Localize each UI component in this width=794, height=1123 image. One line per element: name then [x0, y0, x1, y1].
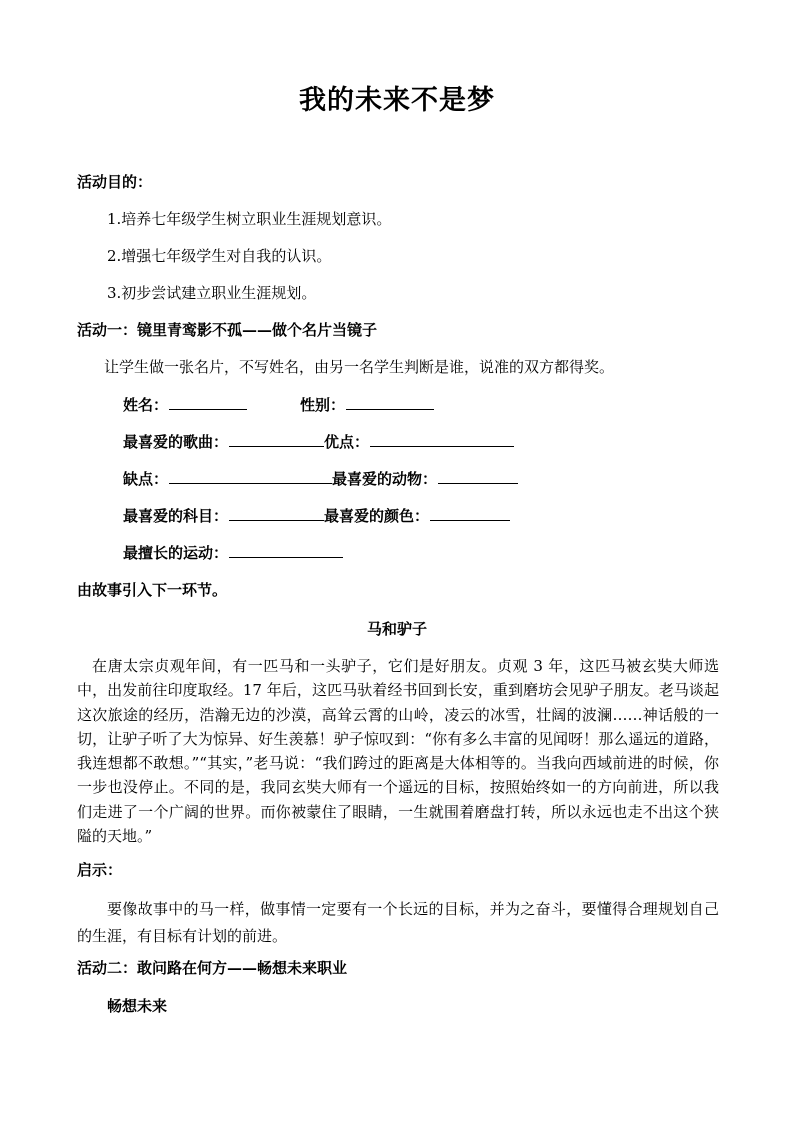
weakness-blank — [169, 469, 332, 484]
story-title: 马和驴子 — [366, 620, 427, 638]
name-label: 姓名： — [123, 396, 169, 414]
purpose-item-3: 3.初步尝试建立职业生涯规划。 — [107, 284, 317, 302]
sport-label: 最擅长的运动： — [123, 544, 229, 562]
name-blank — [169, 395, 247, 410]
card-row-song — [123, 432, 514, 452]
sport-blank — [229, 543, 343, 558]
story-text: 在唐太宗贞观年间，有一匹马和一头驴子，它们是好朋友。贞观 3 年，这匹马被玄奘大师选中，出发前往印度取经。17 年后，这匹马驮着经书回到长安，重到磨坊会见驴子朋友。老马谈起这次旅途的经历，浩瀚无边的沙漠，高耸云霄的山岭，凌云的冰雪，壮阔的波澜……神话般的一切，让驴子听了大为惊异、好生羡慕！驴子惊叹到：“你有多么丰富的见闻呀！那么遥远的道路，我连想都不敢想。”“其实，”老马说：“我们跨过的距离是大体相等的。当我向西域前进的时候，你一步也没停止。不同的是，我同玄奘大师有一个遥远的目标，按照始终如一的方向前进，所以我们走进了一个广阔的世界。而你被蒙住了眼睛，一生就围着磨盘打转，所以永远也走不出这个狭隘的天地。” — [77, 657, 719, 846]
gender-blank — [346, 395, 434, 410]
strength-blank — [370, 432, 514, 447]
animal-blank — [438, 469, 518, 484]
color-label: 最喜爱的颜色： — [324, 507, 430, 525]
animal-label: 最喜爱的动物： — [332, 470, 438, 488]
card-row-sport — [123, 543, 343, 563]
card-row-subject — [123, 506, 510, 526]
weakness-label: 缺点： — [123, 470, 169, 488]
card-row-weakness — [123, 469, 518, 489]
activity2-heading: 活动二：敢问路在何方——畅想未来职业 — [77, 959, 348, 977]
song-label: 最喜爱的歌曲： — [123, 433, 229, 451]
song-blank — [229, 432, 324, 447]
transition-text: 由故事引入下一环节。 — [77, 581, 228, 599]
insight-heading: 启示： — [77, 861, 123, 879]
purpose-item-1: 1.培养七年级学生树立职业生涯规划意识。 — [107, 210, 392, 228]
card-row-gender — [300, 395, 434, 415]
purpose-item-2: 2.增强七年级学生对自我的认识。 — [107, 247, 332, 265]
strength-label: 优点： — [324, 433, 370, 451]
color-blank — [430, 506, 510, 521]
subject-blank — [229, 506, 324, 521]
purpose-heading: 活动目的： — [77, 173, 153, 191]
activity2-subheading: 畅想未来 — [107, 997, 168, 1015]
insight-text: 要像故事中的马一样，做事情一定要有一个长远的目标，并为之奋斗，要懂得合理规划自己的生涯，有目标有计划的前进。 — [77, 900, 719, 945]
gender-label: 性别： — [300, 396, 346, 414]
activity1-heading: 活动一：镜里青鸾影不孤——做个名片当镜子 — [77, 321, 378, 339]
document-title: 我的未来不是梦 — [299, 85, 495, 116]
card-row-name — [123, 395, 247, 415]
subject-label: 最喜爱的科目： — [123, 507, 229, 525]
activity1-description: 让学生做一张名片，不写姓名，由另一名学生判断是谁，说准的双方都得奖。 — [104, 358, 615, 376]
